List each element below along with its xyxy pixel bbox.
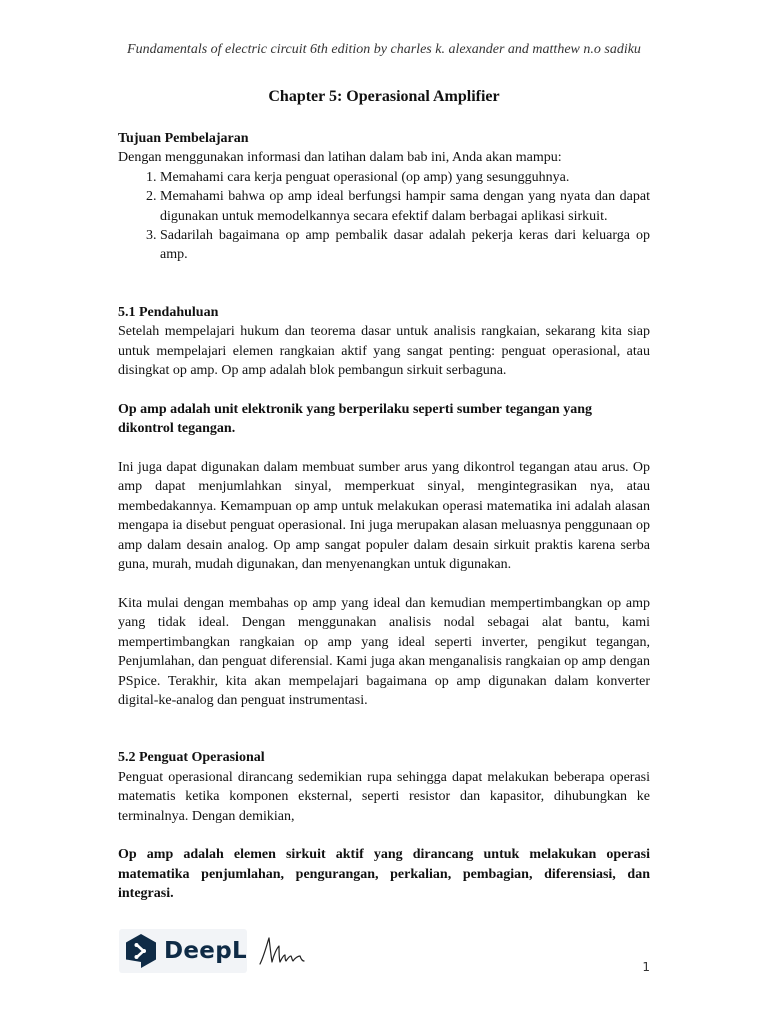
section-5-1-paragraph-2: Ini juga dapat digunakan dalam membuat sumber arus yang dikontrol tegangan atau arus. Op amp dapat menjumlahkan sinyal, memperkuat sinyal, mengintegrasikan nya, atau membedakannya. Kemampuan op amp untuk melakukan operasi matematika ini adalah alasan mengapa ia disebut penguat operasional. Ini juga merupakan alasan meluasnya penggunaan op amp dalam desain analog. Op amp sangat populer dalam desain sirkuit praktis karena serba guna, murah, mudah digunakan, dan menyenangkan untuk digunakan. [118, 460, 650, 573]
objectives-intro: Dengan menggunakan informasi dan latihan dalam bab ini, Anda akan mampu: [118, 150, 562, 166]
objective-item: 3. Sadarilah bagaimana op amp pembalik dasar adalah pekerja keras dari keluarga op amp. [160, 226, 650, 265]
section-5-1-paragraph-3: Kita mulai dengan membahas op amp yang ideal dan kemudian mempertimbangkan op amp yang tidak ideal. Dengan menggunakan analisis nodal sebagai alat bantu, kami mempertimbangkan rangkaian op amp yang ideal seperti inverter, pengikut tegangan, Penjumlahan, dan penguat diferensial. Kami juga akan menganalisis rangkaian op amp dengan PSpice. Terakhir, kita akan mempelajari bagaimana op amp digunakan dalam konverter digital-ke-analog dan penguat instrumentasi. [118, 595, 650, 708]
objective-item: 2. Memahami bahwa op amp ideal berfungsi hampir sama dengan yang nyata dan dapat digunakan untuk memodelkannya secara efektif dalam berbagai aplikasi sirkuit. [160, 187, 650, 226]
page-content [118, 129, 650, 904]
objectives-heading: Tujuan Pembelajaran [118, 131, 249, 146]
section-5-2-heading: 5.2 Penguat Operasional [118, 750, 265, 766]
deepl-logo-icon [124, 933, 158, 969]
chapter-title: Chapter 5: Operasional Amplifier [268, 88, 500, 105]
section-5-1-paragraph-1: Setelah mempelajari hukum dan teorema dasar untuk analisis rangkaian, sekarang kita siap untuk mempelajari elemen rangkaian aktif yang sangat penting: penguat operasional, atau disingkat op amp. Op amp adalah blok pembangun sirkuit serbaguna. [118, 324, 650, 379]
section-5-2-emphasis: Op amp adalah elemen sirkuit aktif yang dirancang untuk melakukan operasi matematika penjumlahan, pengurangan, perkalian, pembagian, diferensiasi, dan integrasi. [118, 847, 650, 902]
page-number: 1 [642, 960, 650, 974]
objective-item: 1. Memahami cara kerja penguat operasional (op amp) yang sesungguhnya. [160, 168, 650, 187]
section-5-1-heading: 5.1 Pendahuluan [118, 304, 219, 320]
running-header: Fundamentals of electric circuit 6th edition by charles k. alexander and matthew n.o sadiku [127, 42, 641, 57]
section-5-1-emphasis: Op amp adalah unit elektronik yang berperilaku seperti sumber tegangan yang dikontrol tegangan. [118, 401, 592, 437]
deepl-logo [119, 929, 247, 973]
objectives-list [118, 168, 650, 265]
handwritten-signature [258, 934, 306, 970]
deepl-logo-text: DeepL [164, 938, 247, 964]
section-5-2-paragraph-1: Penguat operasional dirancang sedemikian rupa sehingga dapat melakukan beberapa operasi matematis ketika komponen eksternal, seperti resistor dan kapasitor, dihubungkan ke terminalnya. Dengan demikian, [118, 769, 650, 824]
